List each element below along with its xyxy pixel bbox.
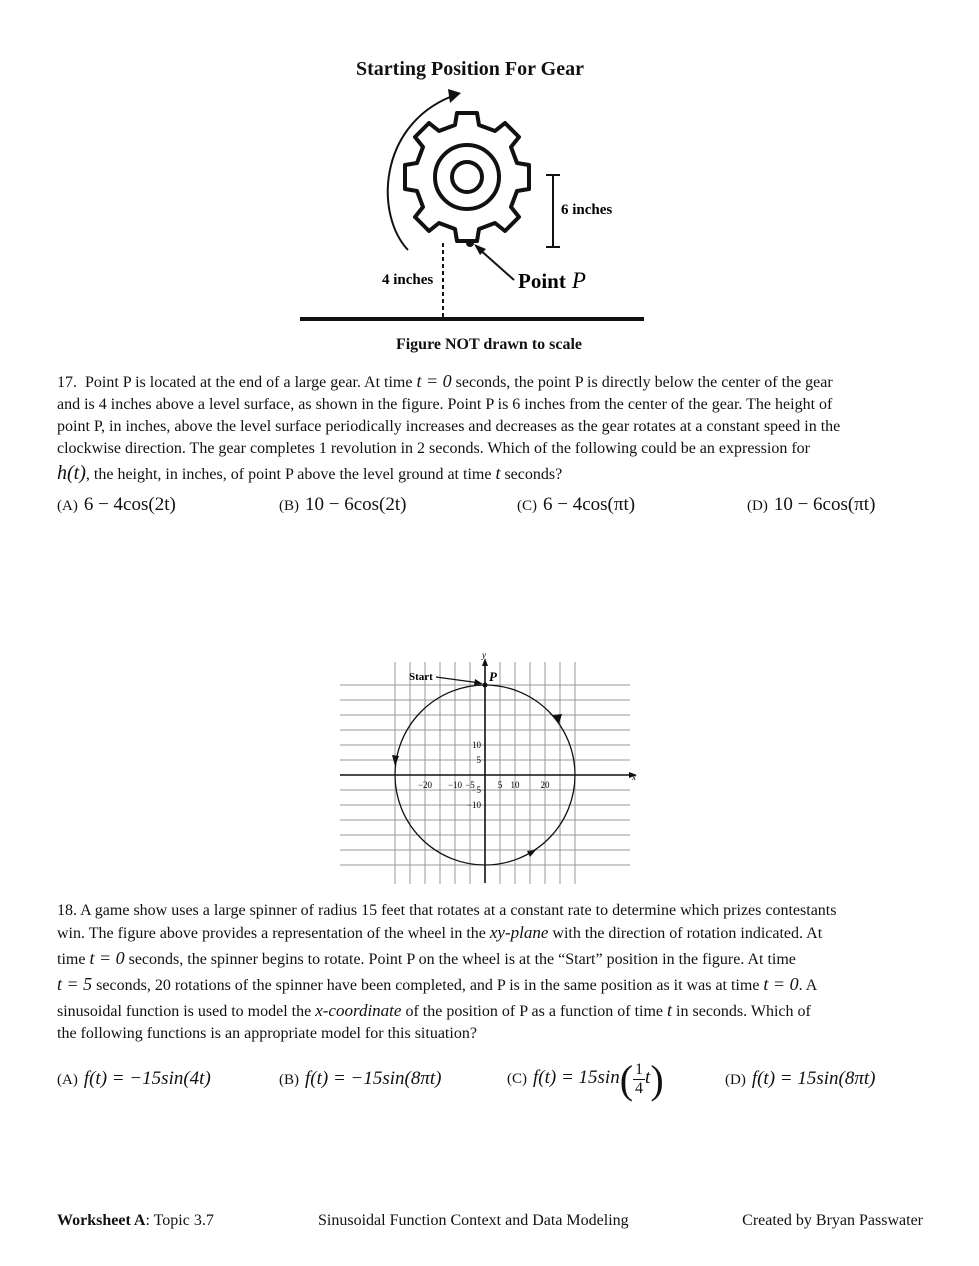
footer-worksheet: Worksheet A: Topic 3.7 [57, 1212, 214, 1229]
point-p-dot [466, 239, 474, 247]
y-tick-label: 10 [472, 740, 481, 750]
x-tick-label: 20 [540, 780, 550, 790]
label-point: Point P [518, 268, 586, 293]
figure-caption: Figure NOT drawn to scale [395, 336, 583, 353]
q17-choice-c[interactable]: (C) 6 − 4cos(πt) [517, 494, 636, 515]
x-axis-label: x [632, 772, 636, 782]
q18-choice-b[interactable]: (B) f(t) = −15sin(8πt) [279, 1068, 442, 1089]
label-6-inches: 6 inches [561, 202, 613, 218]
rotation-arrowhead [448, 89, 461, 103]
question-17-text: 17. Point P is located at the end of a large gear. At time t = 0 seconds, the point P is directly below the center of the gear and is 4 inches above a level surface, as shown in the figure. Point P is 6 inches from the center of the gear. The height of point P, in inches, above the level surface periodically increases and decreases as the gear rotates at a constant speed in the clockwise direction. The gear completes 1 revolution in 2 seconds. Which of the following could be an expression for h(t), the height, in inches, of point P above the level ground at time t seconds? [57, 371, 841, 484]
rotation-arrow-bottom [527, 850, 536, 857]
y-tick-label: −10 [466, 800, 481, 810]
footer-title: Sinusoidal Function Context and Data Modeling [318, 1212, 629, 1229]
question-17-choices [57, 494, 923, 524]
y-tick-label: 5 [476, 755, 481, 765]
gear-icon [405, 113, 529, 241]
x-tick-label: 5 [497, 780, 503, 790]
x-tick-label: −5 [465, 780, 475, 790]
q18-choice-a[interactable]: (A) f(t) = −15sin(4t) [57, 1068, 211, 1089]
question-18-text: 18. A game show uses a large spinner of radius 15 feet that rotates at a constant rate to determine which prizes contestants win. The figure above provides a representation of the wheel in the xy-plane with the direction of rotation indicated. At time t = 0 seconds, the spinner begins to rotate. Point P on the wheel is at the “Start” position in the figure. At time t = 5 seconds, 20 rotations of the spinner have been completed, and P is in the same position as it was at time t = 0. A sinusoidal function is used to model the x-coordinate of the position of P as a function of time t in seconds. Which of the following functions is an appropriate model for this situation? [57, 902, 837, 1042]
x-tick-label: −10 [447, 780, 463, 790]
point-p [483, 683, 488, 688]
q17-choice-b[interactable]: (B) 10 − 6cos(2t) [279, 494, 407, 515]
question-18-choices [57, 1056, 923, 1110]
start-label: Start [409, 671, 433, 683]
x-tick-label: 10 [510, 780, 520, 790]
footer-author: Created by Bryan Passwater [742, 1212, 923, 1229]
y-axis-label: y [482, 650, 486, 660]
q17-choice-a[interactable]: (A) 6 − 4cos(2t) [57, 494, 176, 515]
spinner-figure [335, 648, 645, 888]
q17-choice-d[interactable]: (D) 10 − 6cos(πt) [747, 494, 876, 515]
y-tick-label: −5 [471, 785, 481, 795]
q18-choice-c[interactable]: (C) f(t) = 15sin( $\frac{1}{4}$ t) [507, 1057, 664, 1102]
x-tick-label: −20 [417, 780, 433, 790]
point-p-label: P [489, 669, 497, 684]
label-4-inches: 4 inches [382, 272, 434, 288]
figure-title: Starting Position For Gear [356, 58, 584, 80]
q18-choice-d[interactable]: (D) f(t) = 15sin(8πt) [725, 1068, 876, 1089]
gear-figure [290, 85, 690, 335]
